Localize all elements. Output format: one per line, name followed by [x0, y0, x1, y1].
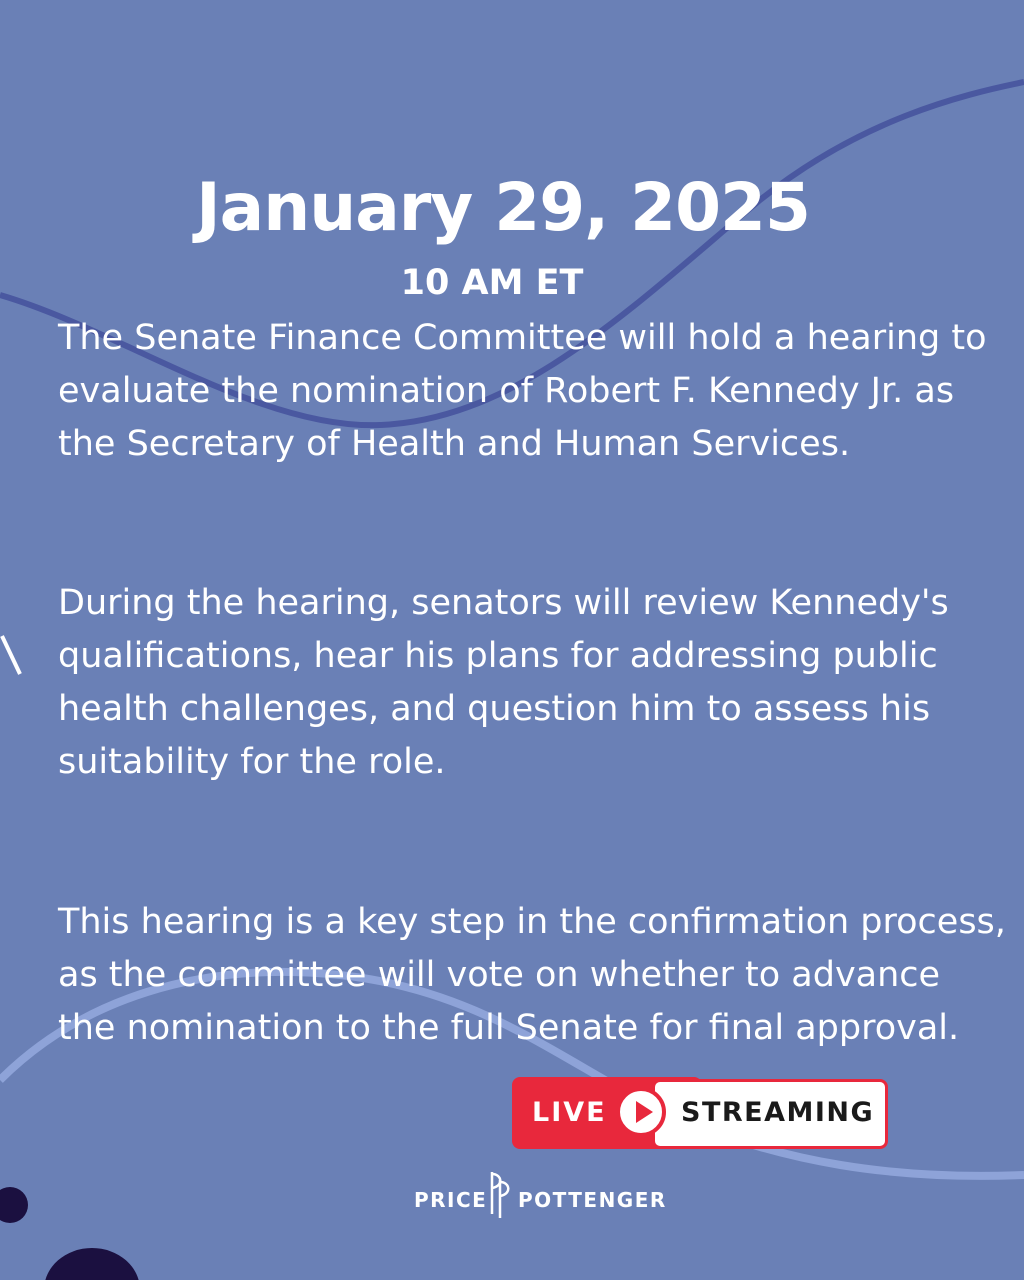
dark-dot-large	[44, 1248, 140, 1280]
dark-dot-small	[0, 1187, 28, 1223]
streaming-label: STREAMING	[681, 1097, 875, 1128]
event-time: 10 AM ET	[400, 263, 584, 303]
event-date: January 29, 2025	[196, 169, 810, 246]
hearing-description: The Senate Finance Committee will hold a hearing to evaluate the nomination of Robert F. Kennedy Jr. as the Secretary of Health and Human Services.	[58, 318, 987, 464]
brand-name-right: POTTENGER	[518, 1188, 667, 1212]
live-label: LIVE	[532, 1097, 607, 1128]
pp-monogram-icon	[486, 1170, 516, 1220]
brand-logo	[414, 1170, 674, 1220]
brand-name-left: PRICE	[414, 1188, 488, 1212]
live-streaming-badge	[512, 1077, 886, 1149]
play-icon	[616, 1087, 666, 1137]
hearing-significance: This hearing is a key step in the confirmation process, as the committee will vote on whether to advance the nomination to the full Senate for final approval.	[58, 902, 1006, 1048]
slash-mark	[2, 636, 20, 674]
streaming-label-box	[652, 1079, 888, 1149]
hearing-details: During the hearing, senators will review Kennedy's qualifications, hear his plans for addressing public health challenges, and question him to assess his suitability for the role.	[58, 583, 949, 782]
